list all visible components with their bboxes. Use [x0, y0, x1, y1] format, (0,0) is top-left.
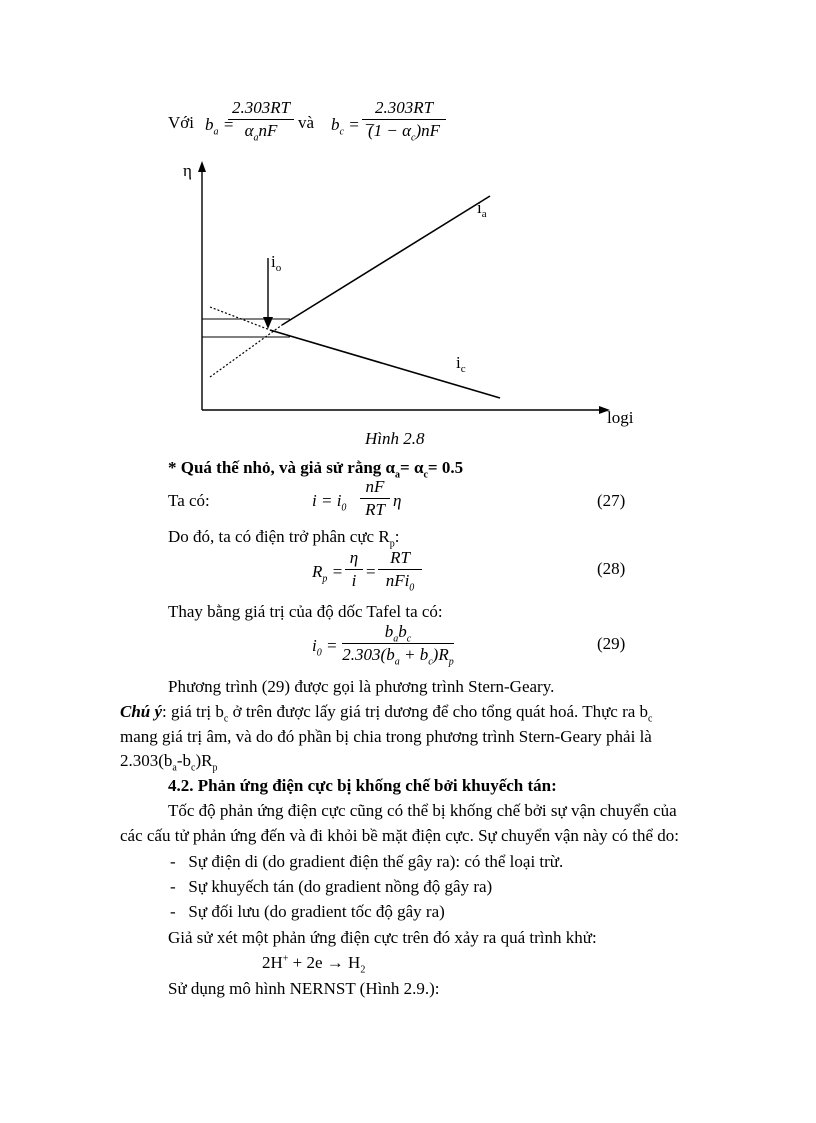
bullet-2: - Sự khuyếch tán (do gradient nồng độ gây ra) [170, 877, 493, 896]
eq27-fraction: $\frac{nF}{RT}$ [360, 477, 390, 520]
y-axis-arrow [198, 161, 206, 172]
x-axis-label: logi [607, 408, 634, 427]
eq29-number: (29) [597, 634, 626, 653]
note-line-2: mang giá trị âm, và do đó phần bị chia trong phương trình Stern-Geary phải là [120, 727, 652, 746]
intro-va: và [298, 113, 315, 132]
anodic-extrapolation [210, 325, 282, 377]
small-overpotential-heading: * Quá thế nhỏ, và giả sử rằng $\alpha_a= \alpha_c= 0.5$ [168, 458, 464, 481]
note-line-1: Chú ý: giá trị $b_c$ ở trên được lấy giá trị dương để cho tổng quát hoá. Thực ra $b_c$ [120, 702, 653, 725]
eq29-fraction: $b_ab_c$ $2.303(b_a + b_c)R_p$ [342, 622, 454, 668]
eq29-lhs: $i_0$ = [312, 636, 338, 659]
eq27-eta: η [393, 491, 402, 510]
para1-line2: các cấu tử phản ứng đến và đi khỏi bề mặt điện cực. Sự chuyển vận này có thể do: [120, 826, 679, 845]
eq28-lhs: $R_p$ = [312, 562, 344, 585]
label-io: $i_o$ [271, 252, 282, 274]
label-ic: $i_c$ [456, 353, 466, 375]
eq28-equals: = [366, 562, 376, 581]
gia-su-line: Giả sử xét một phản ứng điện cực trên đó xảy ra quá trình khử: [168, 928, 597, 947]
figure-caption: Hình 2.8 [365, 429, 425, 448]
formula-intro [168, 113, 194, 133]
tafel-figure [160, 155, 660, 435]
ba-symbol: $b_a$ = [205, 115, 235, 138]
eq28-fraction-1: $\frac{\eta}{i}$ [345, 548, 363, 591]
do-do-line: Do đó, ta có điện trở phân cực $R_p$: [168, 527, 400, 550]
io-arrowhead [263, 317, 273, 329]
bc-fraction: $\frac{2.303RT}{(1 - \alpha_c)nF}$ [362, 98, 446, 141]
note-line-3: $2.303(b_a-b_c)R_p$ [120, 751, 218, 774]
ta-co-label: Ta có: [168, 491, 210, 510]
eq28-number: (28) [597, 559, 626, 578]
ba-fraction: 2.303RT $\alpha_anF$ [228, 98, 294, 141]
stern-geary-line: Phương trình (29) được gọi là phương trình Stern-Geary. [168, 677, 555, 696]
eq27-number: (27) [597, 491, 626, 510]
bc-symbol: $b_c$ = − [331, 115, 376, 138]
bullet-3: - Sự đối lưu (do gradient tốc độ gây ra) [170, 902, 445, 921]
bullet-1: - Sự điện di (do gradient điện thế gây ra): có thể loại trừ. [170, 852, 564, 871]
eq27-lhs: $i = i_0$ [312, 491, 347, 514]
anodic-tafel-line [282, 196, 490, 325]
y-axis-label: η [183, 161, 192, 180]
thay-line: Thay bằng giá trị của độ dốc Tafel ta có: [168, 602, 443, 621]
label-ia: $i_a$ [477, 198, 487, 220]
reaction-equation: $2H^+ + 2e \to H_2$ [262, 953, 366, 976]
section-42-heading: 4.2. Phản ứng điện cực bị khống chế bởi khuyếch tán: [168, 776, 557, 795]
para1-line1: Tốc độ phản ứng điện cực cũng có thể bị khống chế bởi sự vận chuyển của [168, 801, 677, 820]
su-dung-line: Sử dụng mô hình NERNST (Hình 2.9.): [168, 979, 440, 998]
eq28-fraction-2: RT nFi$_0$ [378, 548, 422, 591]
intro-voi: Với [168, 113, 194, 132]
